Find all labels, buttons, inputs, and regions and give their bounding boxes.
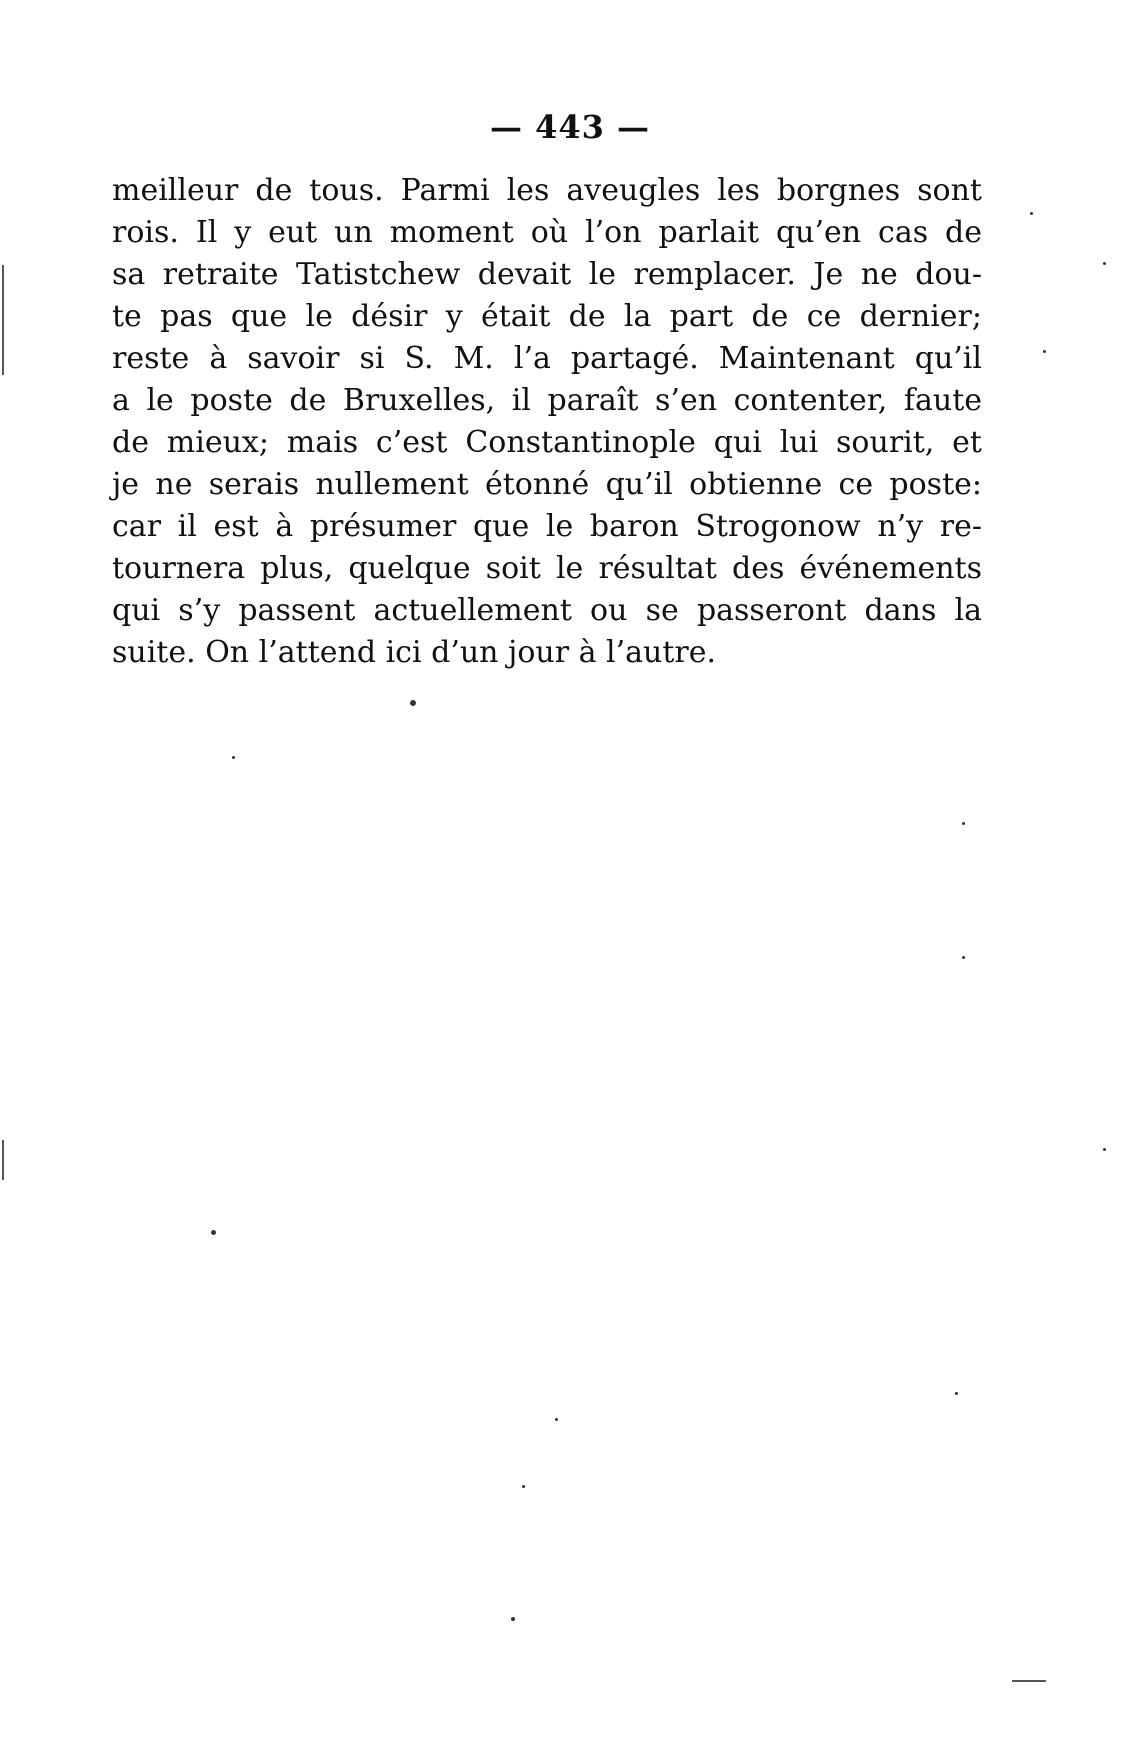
scan-speck [1103, 262, 1106, 265]
text-line-6: a le poste de Bruxelles, il paraît s’en contenter, faute [112, 383, 982, 418]
bottom-right-mark [1012, 1680, 1046, 1682]
scan-speck [555, 1418, 558, 1421]
text-line-11: qui s’y passent actuellement ou se passeront dans la [112, 593, 982, 628]
page-number: — 443 — [489, 108, 651, 146]
text-line-10: tournera plus, quelque soit le résultat des événements [112, 551, 982, 586]
scan-speck [1043, 350, 1046, 353]
text-line-7: de mieux; mais c’est Constantinople qui lui sourit, et [112, 425, 982, 460]
text-line-3: sa retraite Tatistchew devait le remplacer. Je ne dou- [112, 257, 982, 292]
text-line-1: meilleur de tous. Parmi les aveugles les borgnes sont [112, 173, 982, 208]
text-line-8: je ne serais nullement étonné qu’il obtienne ce poste: [112, 467, 982, 502]
scan-speck [511, 1617, 515, 1621]
scan-speck [1030, 212, 1033, 215]
scan-speck [232, 756, 235, 759]
scan-speck [522, 1485, 525, 1488]
scan-speck [410, 700, 416, 706]
scan-speck [211, 1230, 216, 1235]
text-line-5: reste à savoir si S. M. l’a partagé. Maintenant qu’il [112, 341, 982, 376]
scan-speck [962, 956, 965, 959]
scan-speck [962, 822, 965, 825]
left-edge-mark [2, 265, 4, 375]
left-edge-mark-lower [2, 1140, 4, 1180]
text-line-4: te pas que le désir y était de la part de ce dernier; [112, 299, 982, 334]
scan-speck [1103, 1148, 1106, 1151]
text-line-12: suite. On l’attend ici d’un jour à l’autre. [112, 635, 717, 670]
text-line-2: rois. Il y eut un moment où l’on parlait qu’en cas de [112, 215, 982, 250]
text-line-9: car il est à présumer que le baron Strogonow n’y re- [112, 509, 982, 544]
body-text [112, 170, 982, 674]
scan-speck [955, 1392, 958, 1395]
